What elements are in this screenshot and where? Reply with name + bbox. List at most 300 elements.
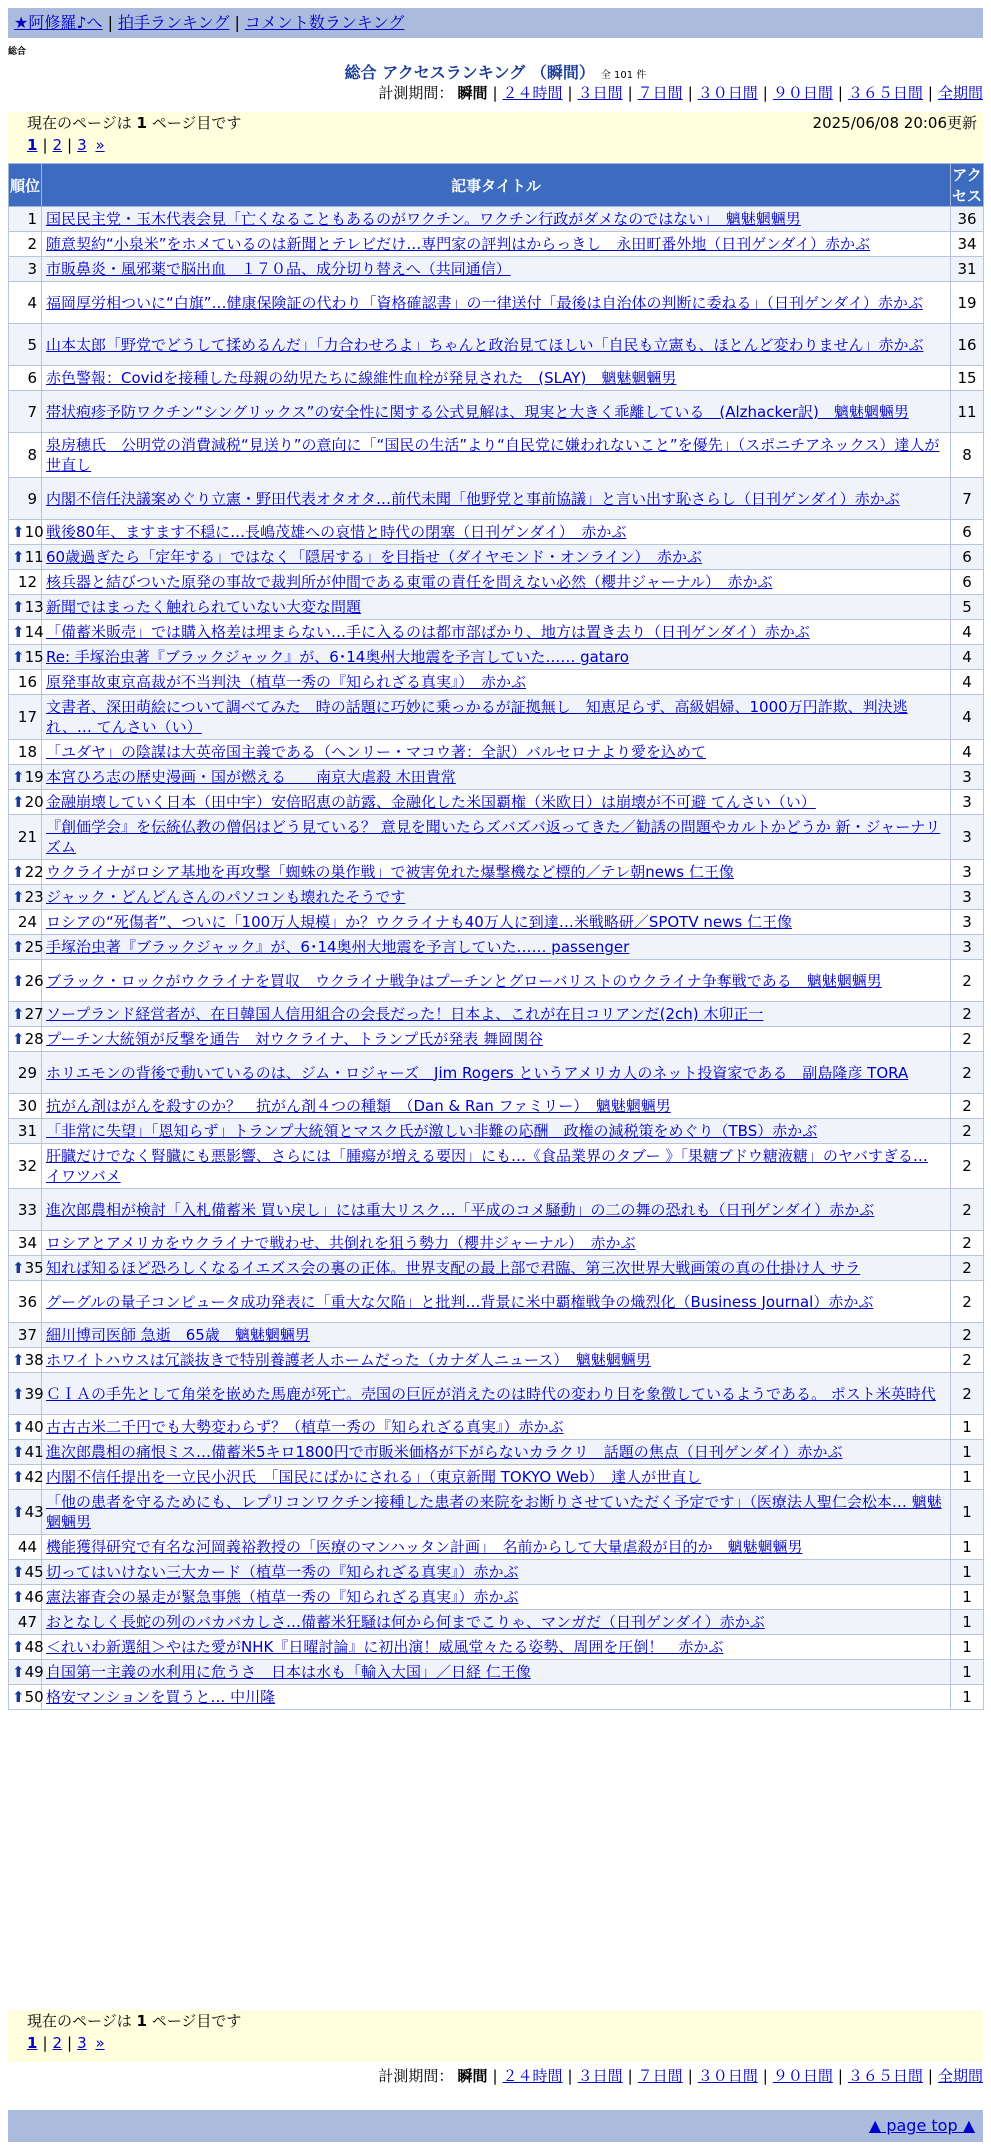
title-cell [42,366,951,391]
table-row [9,620,984,645]
article-link[interactable]: ロシアとアメリカをウクライナで戦わせ、共倒れを狙う勢力（櫻井ジャーナル） 赤かぶ [46,1234,636,1252]
table-row [9,885,984,910]
page-links [27,134,983,156]
article-link[interactable]: 市販鼻炎・風邪薬で脳出血 １７０品、成分切り替えへ（共同通信） [46,260,511,278]
article-link[interactable]: ホリエモンの背後で動いているのは、ジム・ロジャーズ Jim Rogers というアメリカ人のネット投資家である 副島隆彦 TORA [46,1063,909,1082]
table-row [9,366,984,391]
article-link[interactable]: ジャック・どんどんさんのパソコンも壊れたそうです [46,888,406,906]
access-count: 4 [951,645,984,670]
table-row [9,1052,984,1094]
article-link[interactable]: 泉房穂氏 公明党の消費減税“見送り”の意向に「“国民の生活”より“自民党に嫌われないこと”を優先」（スポニチアネックス）達人が世直し [46,436,940,474]
page-title-text: 総合 アクセスランキング （瞬間） [344,63,595,82]
current-page-suffix: ページ目です [151,2012,242,2030]
rank-number: 1 [27,210,37,228]
access-count: 1 [951,1660,984,1685]
period-link[interactable]: ３６５日間 [847,84,923,102]
title-cell [42,545,951,570]
up-arrow-icon: ⬆ [12,523,25,541]
period-link[interactable]: ３０日間 [697,2067,758,2085]
article-link[interactable]: 切ってはいけない三大カード（植草一秀の『知られざる真実』）赤かぶ [46,1563,519,1581]
title-cell [42,282,951,324]
page-link[interactable]: 2 [52,2034,63,2052]
article-link[interactable]: 知れば知るほど恐ろしくなるイエズス会の裏の正体。世界支配の最上部で君臨、第三次世界大戦画策の真の仕掛け人 サラ [46,1259,861,1277]
rank-number: 50 [24,1688,44,1706]
table-row [9,1535,984,1560]
rank-cell [9,1560,42,1585]
article-link[interactable]: 戦後80年、ますます不穏に…長嶋茂雄への哀惜と時代の閉塞（日刊ゲンダイ） 赤かぶ [46,523,627,541]
article-link[interactable]: 憲法審査会の暴走が緊急事態（植草一秀の『知られざる真実』）赤かぶ [46,1588,519,1606]
title-cell [42,1610,951,1635]
top-navigation-bar [8,8,983,38]
page-separator: | [42,2034,48,2052]
rank-number: 18 [17,743,37,761]
title-cell [42,1052,951,1094]
title-cell [42,1144,951,1189]
article-link[interactable]: 古古古米二千円でも大勢変わらず？（植草一秀の『知られざる真実』）赤かぶ [46,1418,564,1436]
table-row [9,1323,984,1348]
rank-cell [9,1635,42,1660]
page-link[interactable]: 1 [27,136,38,154]
page-link[interactable]: 3 [77,136,87,154]
access-count: 3 [951,790,984,815]
rank-cell [9,1660,42,1685]
title-cell [42,257,951,282]
title-cell [42,670,951,695]
rank-cell [9,478,42,520]
title-cell [42,960,951,1002]
access-count: 5 [951,595,984,620]
access-count: 2 [951,1119,984,1144]
rank-number: 24 [17,913,37,931]
article-link[interactable]: 抗がん剤はがんを殺すのか？ 抗がん剤４つの種類 （Dan & Ran ファミリー） 魑魅魍魎男 [46,1097,671,1115]
current-page-line [27,112,983,134]
article-link[interactable]: 金融崩壊していく日本（田中宇）安倍昭恵の訪露、金融化した米国覇権（米欧日）は崩壊が不可避 てんさい（い） [46,793,816,811]
rank-cell [9,391,42,433]
title-cell [42,935,951,960]
access-count: 4 [951,740,984,765]
rank-cell [9,282,42,324]
rank-number: 20 [24,793,44,811]
page-links [27,2032,983,2054]
article-link[interactable]: 進次郎農相が検討「入札備蓄米 買い戻し」には重大リスク…「平成のコメ騒動」の二の舞の恐れも（日刊ゲンダイ）赤かぶ [46,1200,875,1219]
access-count: 2 [951,1323,984,1348]
up-arrow-icon: ⬆ [12,648,25,666]
title-cell [42,1281,951,1323]
period-link[interactable]: ３日間 [577,2067,623,2085]
table-row [9,478,984,520]
rank-cell [9,324,42,366]
ranking-table [8,163,984,1710]
article-link[interactable]: 帯状疱疹予防ワクチン“シングリックス”の安全性に関する公式見解は、現実と大きく乖離している (Alzhacker訳) 魑魅魍魎男 [46,402,909,421]
rank-cell [9,1189,42,1231]
access-count: 2 [951,1231,984,1256]
up-arrow-icon: ⬆ [12,548,25,566]
access-count: 2 [951,1027,984,1052]
table-row [9,1256,984,1281]
access-count: 11 [951,391,984,433]
title-cell [42,595,951,620]
rank-cell [9,366,42,391]
category-tag: 総合 [8,47,27,57]
article-link[interactable]: 新聞ではまったく触れられていない大変な問題 [46,598,362,616]
access-count: 1 [951,1535,984,1560]
access-count: 36 [951,207,984,232]
article-link[interactable]: 自国第一主義の水利用に危うさ 日本は水も「輸入大国」／日経 仁王像 [46,1663,531,1681]
title-cell [42,765,951,790]
next-page-link[interactable]: » [95,2034,105,2052]
rank-number: 37 [17,1326,37,1344]
table-row [9,207,984,232]
rank-number: 10 [24,523,44,541]
rank-cell [9,1144,42,1189]
article-link[interactable]: 原発事故東京高裁が不当判決（植草一秀の『知られざる真実』） 赤かぶ [46,673,527,691]
title-cell [42,815,951,860]
period-separator: | [687,2067,693,2085]
access-count: 3 [951,935,984,960]
table-row [9,570,984,595]
table-row [9,1002,984,1027]
access-count: 2 [951,1002,984,1027]
up-arrow-icon: ⬆ [12,1384,25,1403]
rank-cell [9,910,42,935]
access-count: 7 [951,478,984,520]
article-link[interactable]: 国民民主党・玉木代表会見「亡くなることもあるのがワクチン。ワクチン行政がダメなのではない」 魑魅魍魎男 [46,210,801,228]
access-count: 2 [951,1373,984,1415]
access-count: 3 [951,885,984,910]
up-arrow-icon: ⬆ [12,1030,25,1048]
up-arrow-icon: ⬆ [12,1351,25,1369]
article-link[interactable]: 『創価学会』を伝統仏教の僧侶はどう見ている？ 意見を聞いたらズバズバ返ってきた／勧誘の問題やカルトかどうか 新・ジャーナリズム [46,818,941,856]
rank-number: 26 [24,971,44,990]
rank-cell [9,670,42,695]
access-count: 4 [951,620,984,645]
table-row [9,1027,984,1052]
table-row [9,1348,984,1373]
period-link[interactable]: ３６５日間 [847,2067,923,2085]
article-link[interactable]: 進次郎農相の痛恨ミス…備蓄米5キロ1800円で市販米価格が下がらないカラクリ 話題の焦点（日刊ゲンダイ）赤かぶ [46,1443,843,1461]
access-count: 6 [951,570,984,595]
up-arrow-icon: ⬆ [12,888,25,906]
rank-cell [9,815,42,860]
table-row [9,1585,984,1610]
article-link[interactable]: 文書者、深田萌絵について調べてみた 時の話題に巧妙に乗っかるが証拠無し 知恵足らず、高級娼婦、1000万円詐欺、判決逃れ、… てんさい（い） [46,698,908,736]
next-page-link[interactable]: » [95,136,105,154]
current-page-line [27,2010,983,2032]
article-link[interactable]: 本宮ひろ志の歴史漫画・国が燃える 南京大虐殺 木田貴常 [46,768,456,786]
page-separator: | [42,136,48,154]
up-arrow-icon: ⬆ [12,1688,25,1706]
period-link[interactable]: ３日間 [577,84,623,102]
page-link[interactable]: 1 [27,2034,38,2052]
clap-ranking-link[interactable]: 拍手ランキング [117,13,230,32]
rank-number: 25 [24,938,44,956]
title-cell [42,1189,951,1231]
article-link[interactable]: 内閣不信任提出を一立民小沢氏 「国民にばかにされる」（東京新聞 TOKYO Web） 達人が世直し [46,1468,702,1486]
access-count: 2 [951,1144,984,1189]
up-arrow-icon: ⬆ [12,1005,25,1023]
access-count: 1 [951,1685,984,1710]
rank-cell [9,620,42,645]
title-cell [42,790,951,815]
article-link[interactable]: ロシアの“死傷者”、ついに「100万人規模」か？ウクライナも40万人に到達…米戦略研／SPOTV news 仁王像 [46,913,792,931]
period-link[interactable]: ２４時間 [502,84,563,102]
article-link[interactable]: 格安マンションを買うと… 中川隆 [46,1688,276,1706]
article-link[interactable]: 「他の患者を守るためにも、レプリコンワクチン接種した患者の来院をお断りさせていただく予定です」（医療法人聖仁会松本… 魑魅魍魎男 [46,1493,942,1531]
home-link[interactable]: ★阿修羅♪へ [14,13,103,32]
rank-number: 6 [27,369,37,387]
rank-number: 43 [24,1503,44,1521]
page-link[interactable]: 3 [77,2034,87,2052]
rank-number: 44 [17,1538,37,1556]
header-rank: 順位 [9,164,42,207]
period-separator: | [762,2067,768,2085]
period-separator: | [927,84,933,102]
header-access: アクセス [951,164,984,207]
period-separator: | [627,2067,633,2085]
title-cell [42,1440,951,1465]
table-row [9,1660,984,1685]
access-count: 31 [951,257,984,282]
title-cell [42,324,951,366]
rank-number: 49 [24,1663,44,1681]
title-cell [42,1465,951,1490]
rank-number: 7 [27,402,37,421]
current-page-prefix: 現在のページは [27,2012,132,2030]
article-link[interactable]: 福岡厚労相ついに“白旗”…健康保険証の代わり「資格確認書」の一律送付「最後は自治体の判断に委ねる」（日刊ゲンダイ）赤かぶ [46,293,923,312]
rank-cell [9,520,42,545]
period-separator: | [687,84,693,102]
rank-number: 47 [17,1613,37,1631]
table-row [9,1415,984,1440]
rank-cell [9,232,42,257]
article-link[interactable]: 手塚治虫著『ブラックジャック』が、6･14奥州大地震を予言していた…… passenger [46,938,630,956]
access-count: 6 [951,545,984,570]
title-cell [42,860,951,885]
pagination-bottom [8,2010,983,2062]
period-link[interactable]: 全期間 [937,84,983,102]
access-count: 15 [951,366,984,391]
article-link[interactable]: 赤色警報：Covidを接種した母親の幼児たちに線維性血栓が発見された (SLAY) 魑魅魍魎男 [46,369,677,387]
period-link[interactable]: ７日間 [637,2067,683,2085]
rank-cell [9,1535,42,1560]
table-row [9,935,984,960]
title-cell [42,520,951,545]
table-row [9,790,984,815]
article-link[interactable]: 随意契約“小泉米”をホメているのは新聞とテレビだけ…専門家の評判はからっきし 永田町番外地（日刊ゲンダイ）赤かぶ [46,235,871,253]
rank-cell [9,1465,42,1490]
rank-number: 40 [24,1418,44,1436]
table-row [9,1610,984,1635]
title-cell [42,885,951,910]
table-row [9,695,984,740]
rank-number: 36 [17,1292,37,1311]
period-link[interactable]: ９０日間 [772,84,833,102]
rank-number: 11 [24,548,44,566]
article-link[interactable]: 「非常に失望」「恩知らず」トランプ大統領とマスク氏が激しい非難の応酬 政権の減税策をめぐり（TBS）赤かぶ [46,1122,818,1140]
period-selector-top [378,83,983,103]
current-page-number: 1 [136,114,147,132]
article-link[interactable]: 細川博司医師 急逝 65歳 魑魅魍魎男 [46,1326,310,1344]
table-row [9,1635,984,1660]
article-link[interactable]: 「備蓄米販売」では購入格差は埋まらない…手に入るのは都市部ばかり、地方は置き去り（日刊ゲンダイ）赤かぶ [46,623,810,641]
current-page-number: 1 [136,2012,147,2030]
table-row [9,1560,984,1585]
article-link[interactable]: おとなしく長蛇の列のバカバカしさ…備蓄米狂騒は何から何までこりゃ、マンガだ（日刊ゲンダイ）赤かぶ [46,1613,765,1631]
period-link[interactable]: ３０日間 [697,84,758,102]
rank-number: 14 [24,623,44,641]
rank-cell [9,433,42,478]
period-current: 瞬間 [457,84,488,102]
rank-cell [9,545,42,570]
up-arrow-icon: ⬆ [12,598,25,616]
comment-ranking-link[interactable]: コメント数ランキング [244,13,405,32]
up-arrow-icon: ⬆ [12,768,25,786]
access-count: 6 [951,520,984,545]
table-row [9,324,984,366]
title-cell [42,1231,951,1256]
rank-number: 22 [24,863,44,881]
access-count: 2 [951,1052,984,1094]
rank-number: 15 [24,648,44,666]
article-link[interactable]: ブラック・ロックがウクライナを買収 ウクライナ戦争はプーチンとグローバリストのウクライナ争奪戦である 魑魅魍魎男 [46,971,882,990]
title-cell [42,1094,951,1119]
article-link[interactable]: ＜れいわ新選組＞やはた愛がNHK『日曜討論』に初出演！威風堂々たる姿勢、周囲を圧倒！ 赤かぶ [46,1638,724,1656]
article-link[interactable]: 機能獲得研究で有名な河岡義裕教授の「医療のマンハッタン計画」 名前からして大量虐殺が目的か 魑魅魍魎男 [46,1538,803,1556]
period-selector-bottom [378,2066,983,2086]
rank-cell [9,207,42,232]
table-row [9,960,984,1002]
table-row [9,1094,984,1119]
access-count: 1 [951,1635,984,1660]
title-cell [42,1490,951,1535]
rank-cell [9,1610,42,1635]
nav-separator: | [234,13,240,32]
rank-cell [9,645,42,670]
rank-cell [9,1323,42,1348]
access-count: 4 [951,695,984,740]
access-count: 3 [951,910,984,935]
article-link[interactable]: プーチン大統領が反撃を通告 対ウクライナ、トランプ氏が発表 舞岡関谷 [46,1030,544,1048]
period-link[interactable]: 全期間 [937,2067,983,2085]
title-cell [42,1027,951,1052]
rank-number: 29 [17,1063,37,1082]
title-cell [42,740,951,765]
access-count: 1 [951,1490,984,1535]
rank-number: 8 [27,446,37,464]
access-count: 2 [951,1256,984,1281]
period-separator: | [927,2067,933,2085]
page-link[interactable]: 2 [52,136,63,154]
access-count: 3 [951,765,984,790]
rank-cell [9,1119,42,1144]
rank-cell [9,1281,42,1323]
rank-number: 46 [24,1588,44,1606]
rank-number: 12 [17,573,37,591]
pagination-top [8,112,983,162]
title-cell [42,207,951,232]
access-count: 1 [951,1415,984,1440]
title-cell [42,1560,951,1585]
period-link[interactable]: ９０日間 [772,2067,833,2085]
up-arrow-icon: ⬆ [12,1503,25,1521]
title-cell [42,1685,951,1710]
table-row [9,815,984,860]
rank-cell [9,595,42,620]
article-link[interactable]: 肝臓だけでなく腎臓にも悪影響、さらには「腫瘍が増える要因」にも…《食品業界のタブー 》「果糖ブドウ糖液糖」のヤバすぎる… イワツバメ [46,1147,928,1185]
table-row [9,645,984,670]
rank-number: 28 [24,1030,44,1048]
current-page-prefix: 現在のページは [27,114,132,132]
page-top-link[interactable]: ▲ page top ▲ [868,2116,975,2135]
rank-cell [9,765,42,790]
rank-number: 48 [24,1638,44,1656]
title-cell [42,1415,951,1440]
rank-number: 34 [17,1234,37,1252]
article-link[interactable]: Re: 手塚治虫著『ブラックジャック』が、6･14奥州大地震を予言していた…… gataro [46,648,629,666]
rank-number: 9 [27,489,37,508]
access-count: 2 [951,1189,984,1231]
access-count: 34 [951,232,984,257]
table-row [9,1189,984,1231]
table-row [9,1440,984,1465]
up-arrow-icon: ⬆ [12,1663,25,1681]
period-separator: | [837,84,843,102]
article-link[interactable]: ＣＩＡの手先として角栄を嵌めた馬鹿が死亡。売国の巨匠が消えたのは時代の変わり目を象徴しているようである。 ポスト米英時代 [46,1384,936,1403]
rank-cell [9,1685,42,1710]
article-link[interactable]: 内閣不信任決議案めぐり立憲・野田代表オタオタ…前代未聞「他野党と事前協議」と言い出す恥さらし（日刊ゲンダイ）赤かぶ [46,489,900,508]
article-link[interactable]: ウクライナがロシア基地を再攻撃「蜘蛛の巣作戦」で被害免れた爆撃機など標的／テレ朝news 仁王像 [46,863,734,881]
rank-number: 13 [24,598,44,616]
access-count: 2 [951,1348,984,1373]
period-separator: | [492,84,498,102]
rank-cell [9,960,42,1002]
article-link[interactable]: 「ユダヤ」の陰謀は大英帝国主義である（ヘンリー・マコウ著：全訳）バルセロナより愛を込めて [46,743,707,761]
period-link[interactable]: ７日間 [637,84,683,102]
period-current: 瞬間 [457,2067,488,2085]
access-count: 4 [951,670,984,695]
article-link[interactable]: グーグルの量子コンピュータ成功発表に「重大な欠陥」と批判…背景に米中覇権戦争の熾烈化（Business Journal）赤かぶ [46,1292,874,1311]
title-cell [42,478,951,520]
article-link[interactable]: ホワイトハウスは冗談抜きで特別養護老人ホームだった（カナダ人ニュース） 魑魅魍魎男 [46,1351,651,1369]
up-arrow-icon: ⬆ [12,1259,25,1277]
rank-cell [9,885,42,910]
up-arrow-icon: ⬆ [12,1588,25,1606]
rank-number: 16 [17,673,37,691]
access-count: 8 [951,433,984,478]
article-link[interactable]: 核兵器と結びついた原発の事故で裁判所が仲間である東電の責任を問えない必然（櫻井ジャーナル） 赤かぶ [46,573,773,591]
table-row [9,1281,984,1323]
access-count: 3 [951,815,984,860]
page-separator: | [67,2034,73,2052]
article-link[interactable]: ソープランド経営者が、在日韓国人信用組合の会長だった！日本よ、これが在日コリアンだ(2ch) 木卯正一 [46,1005,764,1023]
access-count: 1 [951,1610,984,1635]
article-link[interactable]: 山本太郎「野党でどうして揉めるんだ」「力合わせろよ」ちゃんと政治見てほしい「自民も立憲も、ほとんど変わりません」赤かぶ [46,335,924,354]
title-cell [42,1635,951,1660]
rank-cell [9,257,42,282]
access-count: 2 [951,1094,984,1119]
table-row [9,282,984,324]
rank-number: 33 [17,1200,37,1219]
period-link[interactable]: ２４時間 [502,2067,563,2085]
title-cell [42,1256,951,1281]
article-link[interactable]: 60歳過ぎたら「定年する」ではなく「隠居する」を目指せ（ダイヤモンド・オンライン） 赤かぶ [46,548,702,566]
rank-cell [9,790,42,815]
rank-number: 21 [17,828,37,846]
rank-cell [9,1231,42,1256]
period-separator: | [567,84,573,102]
access-count: 16 [951,324,984,366]
rank-cell [9,1052,42,1094]
